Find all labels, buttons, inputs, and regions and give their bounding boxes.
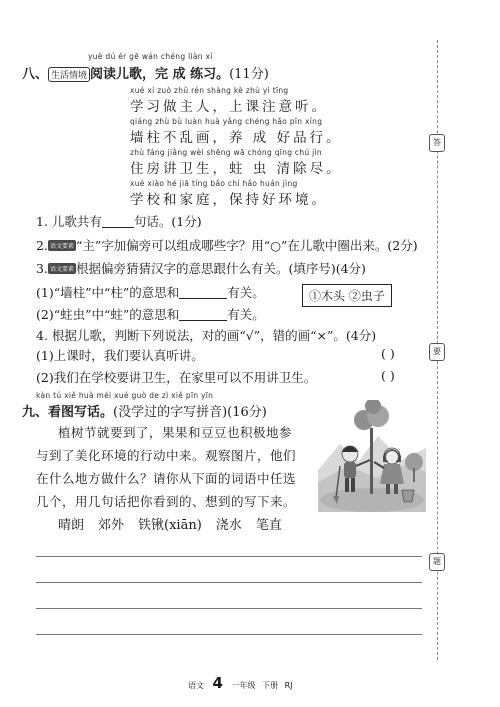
poem-line-4: 学校和家庭，保持好环境。 [130, 192, 328, 208]
footer-edition: RJ [284, 681, 293, 690]
answer-blank-q1[interactable] [102, 215, 134, 228]
poem-pinyin-2: qiáng zhù bù luàn huà yǎng chéng hǎo pǐn xíng [130, 117, 323, 126]
prompt-line-1: 植树节就要到了，果果和豆豆也积极地参 [58, 425, 293, 440]
writing-line[interactable] [36, 634, 422, 635]
question-4-text: 4. 根据儿歌，判断下列说法，对的画“√”，错的画“×”。(4分) [36, 328, 377, 343]
word-bank [58, 514, 282, 533]
section9-score: (16分) [227, 405, 267, 420]
skill-badge: 语文要素 [48, 240, 76, 251]
prompt-line-4: 几个，用几句话把你看到的、想到的写下来。 [36, 494, 297, 509]
question-1 [36, 212, 202, 230]
question-1-suffix: 句话。(1分) [133, 214, 202, 229]
options-box: ①木头 ②虫子 [302, 284, 392, 307]
word-item: 晴朗 [58, 518, 85, 533]
question-1-text: 1. 儿歌共有 [36, 214, 102, 229]
question-3: 3. 语文要素 根据偏旁猜猜汉字的意思跟什么有关。(填序号)(4分) [36, 261, 366, 276]
prompt-line-2: 与到了美化环境的行动中来。观察图片，他们 [36, 448, 297, 463]
section9-title [22, 401, 267, 420]
poem-line-3: 住房讲卫生，蛀 虫 清除尽。 [130, 161, 343, 177]
question-3-sub-2 [36, 305, 265, 323]
footer-grade: 一年级 [231, 681, 256, 690]
section8-number: 八、 [22, 67, 49, 82]
page-footer [188, 674, 293, 692]
poem-line-1: 学习做主人，上课注意听。 [130, 99, 328, 115]
question-4-item-1: (1)上课时，我们要认真听讲。 [36, 348, 204, 363]
footer-subject: 语文 [188, 681, 204, 690]
section8-title-pinyin: yuè dú ér gē wán chéng liàn xí [88, 52, 213, 61]
prompt-line-3: 在什么地方做什么？请你从下面的词语中任选 [36, 471, 297, 486]
writing-line[interactable] [36, 556, 422, 557]
word-item: 浇水 [215, 518, 242, 533]
word-item: 郊外 [98, 518, 125, 533]
word-item: 笔直 [255, 518, 282, 533]
question-3-sub-1-text: (1)“墙柱”中“柱”的意思和 [36, 285, 180, 300]
side-mark-question: 题 [429, 553, 445, 571]
side-mark-answer: 答 [429, 134, 445, 152]
skill-badge: 语文要素 [48, 263, 76, 274]
question-3-sub-2-text: (2)“蛀虫”中“蛀”的意思和 [36, 307, 180, 322]
question-3-text: 根据偏旁猜猜汉字的意思跟什么有关。(填序号)(4分) [75, 261, 366, 276]
side-mark-required: 要 [429, 343, 445, 361]
section8-title [22, 63, 269, 82]
poem-pinyin-3: zhù fáng jiǎng wèi shēng wā chóng qīng chú jìn [130, 148, 322, 157]
context-tag: 生活情境 [48, 67, 90, 82]
section9-pinyin: kàn tú xiě huà méi xué guò de zì xiě pīn yīn [36, 391, 214, 400]
tree-planting-illustration [318, 400, 426, 512]
section8-score: (11分) [229, 67, 269, 82]
answer-blank-q3-2[interactable] [179, 308, 227, 321]
writing-line[interactable] [36, 608, 422, 609]
writing-line[interactable] [36, 582, 422, 583]
answer-paren-q4-2[interactable]: ( ) [381, 368, 395, 383]
section8-heading: 阅读儿歌，完 成 练习。 [90, 67, 230, 82]
page-number: 4 [212, 674, 223, 692]
poem-line-2: 墙柱不乱画，养 成 好品行。 [130, 130, 343, 146]
question-3-sub-1-suffix: 有关。 [227, 285, 265, 300]
section9-heading: 九、看图写话。 [22, 405, 114, 420]
word-item: 铁锹(xiān) [138, 518, 202, 533]
question-2: 2. 语文要素 “主”字加偏旁可以组成哪些字？用“○”在儿歌中圈出来。(2分) [36, 238, 418, 253]
poem-pinyin-4: xué xiào hé jiā tíng bǎo chí hǎo huán jìng [130, 179, 298, 188]
question-2-text: “主”字加偏旁可以组成哪些字？用“○”在儿歌中圈出来。(2分) [75, 238, 418, 253]
question-3-sub-1 [36, 283, 265, 301]
footer-term: 下册 [262, 681, 279, 690]
poem-pinyin-1: xué xí zuò zhǔ rén shàng kè zhù yì tīng [130, 86, 289, 95]
answer-blank-q3-1[interactable] [179, 286, 227, 299]
question-4-item-2: (2)我们在学校要讲卫生，在家里可以不用讲卫生。 [36, 370, 317, 385]
answer-paren-q4-1[interactable]: ( ) [381, 346, 395, 361]
question-3-sub-2-suffix: 有关。 [227, 307, 265, 322]
section9-note: (没学过的字写拼音) [113, 405, 228, 420]
